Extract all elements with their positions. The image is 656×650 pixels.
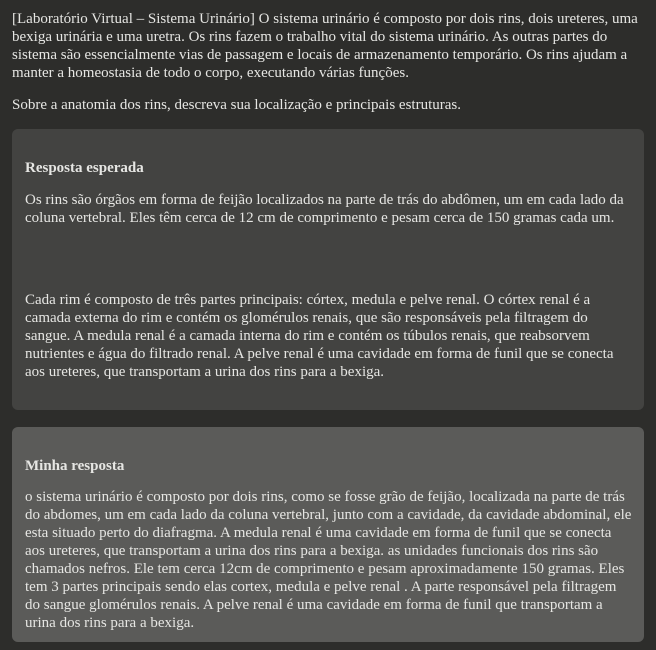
my-answer-card [12, 427, 644, 642]
question-text: Sobre a anatomia dos rins, descreva sua localização e principais estruturas. [12, 97, 461, 113]
my-answer-title: Minha resposta [25, 458, 125, 474]
expected-answer-title: Resposta esperada [25, 160, 144, 176]
expected-answer-paragraph-2: Cada rim é composto de três partes principais: córtex, medula e pelve renal. O córtex renal é a camada externa do rim e contém os glomérulos renais, que são responsáveis pela filtragem do sangue. A medula renal é a camada interna do rim e contém os túbulos renais, que reabsorvem nutrientes e água do filtrado renal. A pelve renal é uma cavidade em forma de funil que se conecta aos ureteres, que transportam a urina dos rins para a bexiga. [25, 292, 614, 380]
my-answer-paragraph: o sistema urinário é composto por dois rins, como se fosse grão de feijão, localizada na parte de trás do abdomes, um em cada lado da coluna vertebral, junto com a cavidade, da cavidade abdominal, ele esta situado perto do diafragma. A medula renal é uma cavidade em forma de funil que se conecta aos ureteres, que transportam a urina dos rins para a bexiga. as unidades funcionais dos rins são chamados nefros. Ele tem cerca 12cm de comprimento e pesam aproximadamente 150 gramas. Eles tem 3 partes principais sendo elas cortex, medula e pelve renal . A parte responsável pela filtragem do sangue glomérulos renais. A pelve renal é uma cavidade em forma de funil que transportam a urina dos rins para a bexiga. [25, 489, 632, 631]
intro-text: [Laboratório Virtual – Sistema Urinário] O sistema urinário é composto por dois rins, dois ureteres, uma bexiga urinária e uma uretra. Os rins fazem o trabalho vital do sistema urinário. As outras partes do sistema são essencialmente vias de passagem e locais de armazenamento temporário. Os rins ajudam a manter a homeostasia de todo o corpo, executando várias funções. [12, 11, 638, 81]
expected-answer-card [12, 129, 644, 410]
expected-answer-paragraph-1: Os rins são órgãos em forma de feijão localizados na parte de trás do abdômen, um em cada lado da coluna vertebral. Eles têm cerca de 12 cm de comprimento e pesam cerca de 150 gramas cada um. [25, 192, 624, 226]
